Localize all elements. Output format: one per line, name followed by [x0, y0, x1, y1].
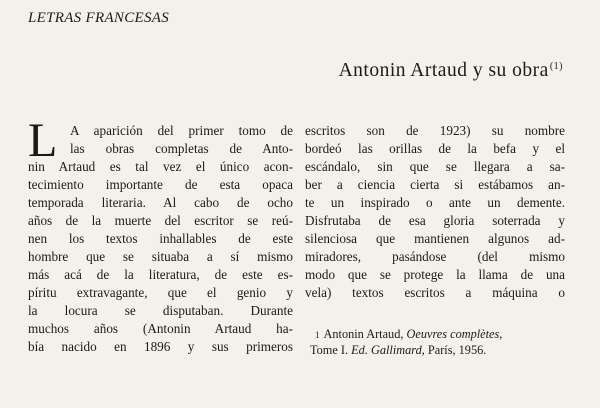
text-line: temporada literaria. Al cabo de ocho: [28, 195, 293, 210]
text-line: hombre que se situaba a sí mismo: [28, 249, 293, 264]
article-title: [339, 60, 563, 82]
text-line: escándalo, sin que se llegara a sa-: [305, 159, 565, 174]
drop-cap: L: [28, 114, 58, 167]
text-line: ber a ciencia cierta si estábamos an-: [305, 177, 565, 192]
footnote-number: 1: [315, 330, 320, 340]
right-column: [305, 122, 565, 302]
left-column: [28, 114, 293, 356]
text-line: la locura se disputaban. Durante: [28, 303, 293, 318]
text-line: píritu extravagante, que el genio y: [28, 285, 293, 300]
footnote-volume: Tome I.: [310, 343, 349, 357]
footnote-place-year: París, 1956.: [427, 343, 487, 357]
footnote-reference: (1): [549, 61, 563, 72]
text-line: modo que se protege la llama de una: [305, 267, 565, 282]
text-line: A aparición del primer tomo de: [70, 123, 293, 138]
text-line: Disfrutaba de esa gloria soterrada y: [305, 213, 565, 228]
footnote-author: Antonin Artaud,: [323, 327, 404, 341]
footnote: [310, 326, 565, 358]
footnote-work-title: Oeuvres complètes,: [406, 327, 503, 341]
footnote-line: [310, 342, 565, 358]
footnote-publisher: Ed. Gallimard,: [351, 343, 425, 357]
text-line: las obras completas de Anto-: [70, 141, 293, 156]
text-line: tecimiento importante de esta opaca: [28, 177, 293, 192]
footnote-line: [310, 326, 565, 342]
text-line: bía nacido en 1896 y sus primeros: [28, 339, 293, 354]
text-line: miradores, pasándose (del mismo: [305, 249, 565, 264]
text-line: escritos son de 1923) su nombre: [305, 123, 565, 138]
text-line: bordeó las orillas de la befa y el: [305, 141, 565, 156]
text-line: años de la muerte del escritor se reú-: [28, 213, 293, 228]
article-title-text: Antonin Artaud y su obra: [338, 60, 549, 81]
text-line: muchos años (Antonin Artaud ha-: [28, 321, 293, 336]
text-line: te un inspirado o ante un demente.: [305, 195, 565, 210]
text-line: más acá de la literatura, de este es-: [28, 267, 293, 282]
section-heading: LETRAS FRANCESAS: [28, 10, 170, 26]
text-line: nin Artaud es tal vez el único acon-: [28, 159, 293, 174]
text-line: nen los textos inhallables de este: [28, 231, 293, 246]
text-line: vela) textos escritos a máquina o: [305, 285, 565, 300]
text-line: silenciosa que mantienen algunos ad-: [305, 231, 565, 246]
